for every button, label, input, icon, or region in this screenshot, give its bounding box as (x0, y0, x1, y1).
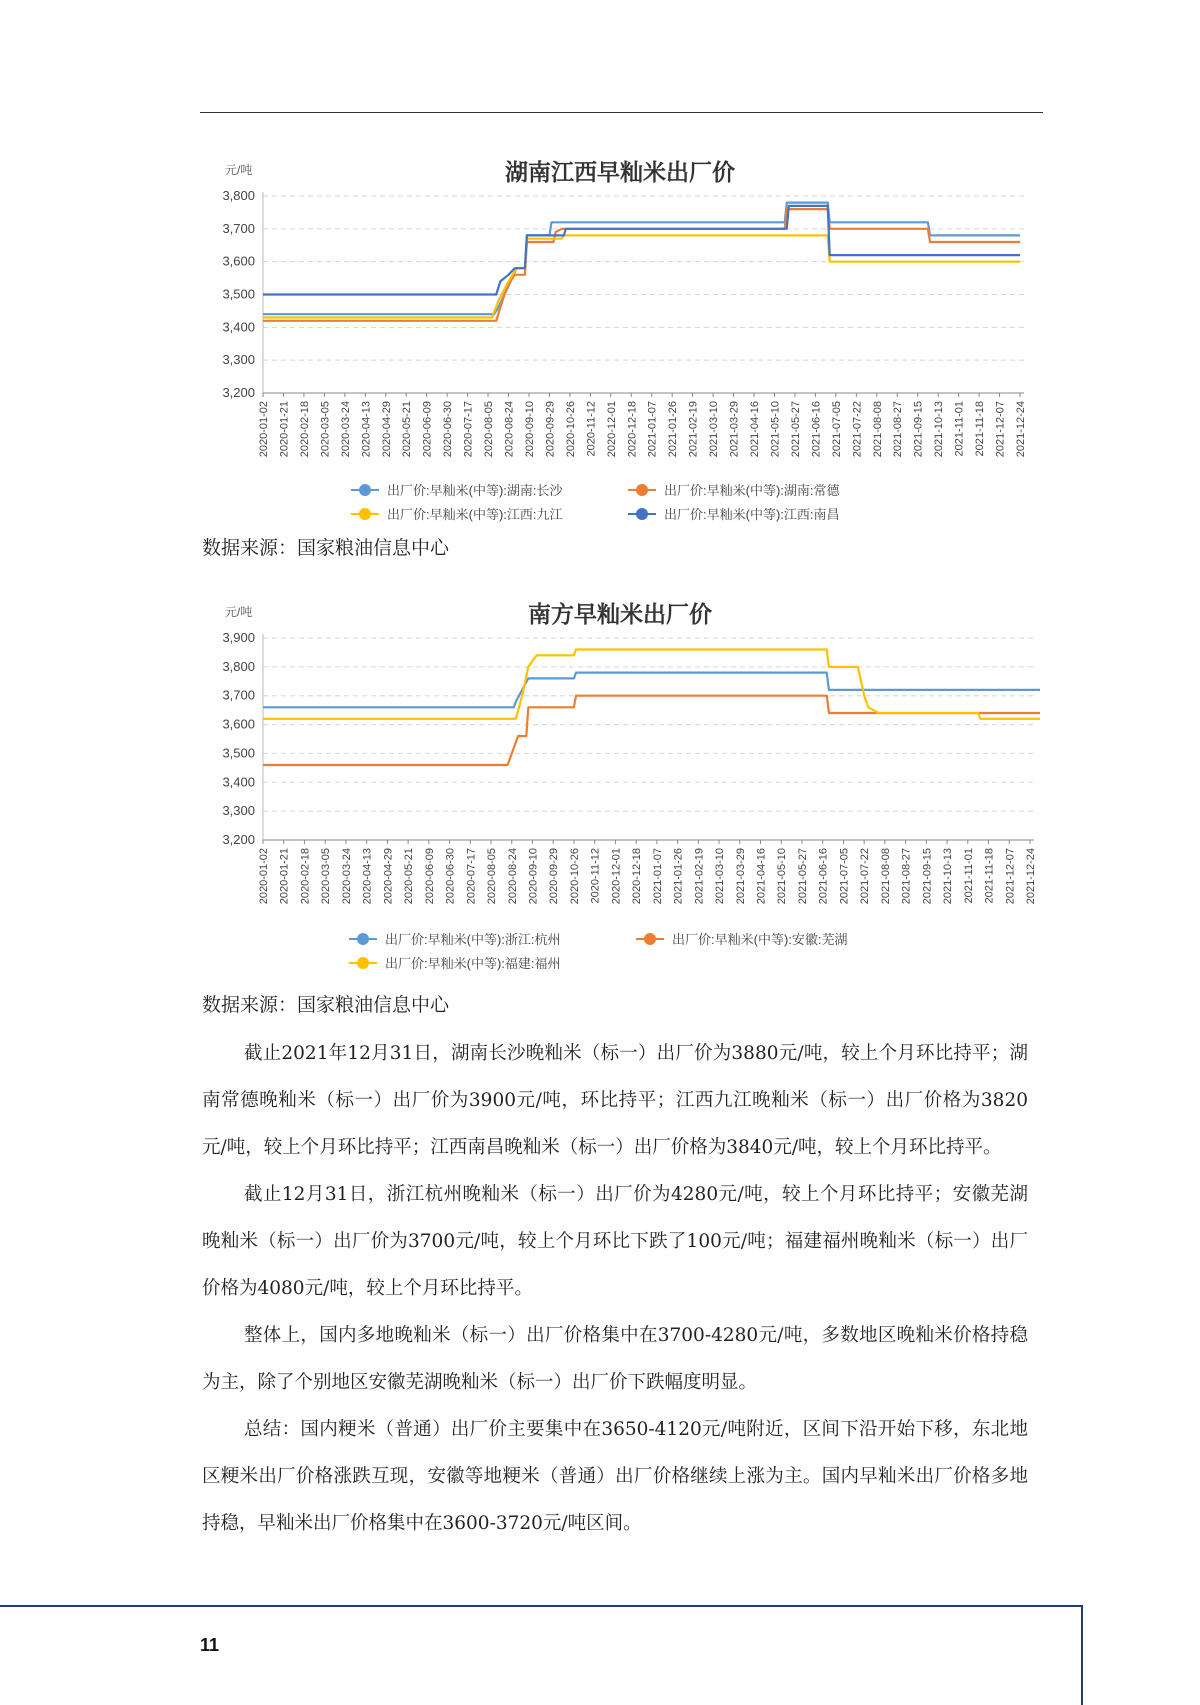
x-tick-label: 2020-03-24 (339, 401, 352, 458)
x-tick-label: 2021-05-27 (796, 848, 809, 905)
x-tick-label: 2020-09-29 (544, 401, 557, 458)
x-tick-label: 2021-11-18 (974, 401, 987, 457)
footer-frame (0, 1605, 1083, 1705)
x-tick-label: 2021-01-26 (672, 848, 685, 905)
series-line-3 (263, 235, 1020, 317)
x-tick-label: 2021-11-18 (983, 848, 996, 904)
x-tick-label: 2020-07-17 (462, 401, 475, 458)
legend-swatch-marker (359, 484, 371, 496)
x-tick-label: 2021-11-01 (953, 401, 966, 457)
paragraph: 整体上，国内多地晚籼米（标一）出厂价格集中在3700-4280元/吨，多数地区晚籼米价格持稳为主，除了个别地区安徽芜湖晚籼米（标一）出厂价下跌幅度明显。 (202, 1325, 1028, 1393)
x-tick-label: 2021-11-01 (962, 848, 975, 904)
legend-swatch-marker (357, 957, 369, 969)
y-tick-label: 3,200 (222, 832, 255, 847)
x-tick-label: 2020-06-09 (423, 848, 436, 905)
x-tick-label: 2021-12-24 (1025, 848, 1037, 905)
legend-label: 出厂价:早籼米(中等):安徽:芜湖 (672, 932, 848, 947)
x-tick-label: 2020-01-02 (258, 401, 270, 458)
x-tick-label: 2020-12-18 (631, 848, 644, 905)
x-tick-label: 2020-08-24 (503, 401, 516, 458)
x-tick-label: 2021-01-07 (646, 401, 659, 458)
y-tick-label: 3,300 (222, 803, 255, 819)
x-tick-label: 2021-01-07 (651, 848, 664, 905)
x-tick-label: 2021-04-16 (755, 848, 768, 905)
x-tick-label: 2021-03-10 (708, 401, 721, 458)
x-tick-label: 2021-06-16 (817, 848, 830, 905)
x-tick-label: 2021-08-08 (871, 401, 884, 458)
y-unit-label: 元/吨 (225, 163, 253, 177)
x-tick-label: 2021-07-05 (838, 848, 851, 905)
chart-svg (205, 590, 1040, 975)
x-tick-label: 2021-12-07 (1004, 848, 1017, 905)
x-tick-label: 2020-06-30 (442, 401, 455, 458)
legend-label: 出厂价:早籼米(中等):福建:福州 (385, 956, 561, 971)
series-line-2 (263, 696, 1040, 765)
x-tick-label: 2021-08-27 (900, 848, 913, 905)
x-tick-label: 2020-09-10 (527, 848, 540, 905)
y-tick-label: 3,400 (222, 774, 255, 790)
y-tick-label: 3,900 (222, 630, 255, 645)
x-tick-label: 2020-09-10 (523, 401, 536, 458)
y-tick-label: 3,800 (222, 188, 255, 203)
x-tick-label: 2020-01-21 (278, 848, 291, 905)
legend-label: 出厂价:早籼米(中等):湖南:长沙 (387, 483, 563, 498)
legend-label: 出厂价:早籼米(中等):浙江:杭州 (385, 932, 561, 947)
x-tick-label: 2021-12-24 (1015, 401, 1027, 458)
y-tick-label: 3,500 (222, 286, 255, 302)
x-tick-label: 2021-12-07 (994, 401, 1007, 458)
x-tick-label: 2021-10-13 (942, 848, 955, 905)
x-tick-label: 2020-11-12 (585, 401, 598, 457)
x-tick-label: 2020-01-02 (258, 848, 270, 905)
x-tick-label: 2020-08-24 (506, 848, 519, 905)
legend-swatch-marker (357, 933, 369, 945)
x-tick-label: 2020-10-26 (564, 401, 577, 458)
x-tick-label: 2021-02-19 (693, 848, 706, 905)
x-tick-label: 2020-06-30 (444, 848, 457, 905)
x-tick-label: 2020-02-18 (298, 401, 311, 458)
paragraph: 总结：国内粳米（普通）出厂价主要集中在3650-4120元/吨附近，区间下沿开始下移，东北地区粳米出厂价格涨跌互现，安徽等地粳米（普通）出厂价格继续上涨为主。国内早籼米出厂价格多地持稳，早籼米出厂价格集中在3600-3720元/吨区间。 (202, 1419, 1028, 1534)
body-text (202, 1030, 1028, 1547)
chart-svg (205, 150, 1040, 530)
x-tick-label: 2021-07-22 (859, 848, 872, 905)
y-tick-label: 3,600 (222, 253, 255, 269)
x-tick-label: 2021-05-10 (769, 401, 782, 458)
x-tick-label: 2020-03-05 (319, 401, 332, 458)
x-tick-label: 2020-12-01 (605, 401, 618, 458)
x-tick-label: 2021-04-16 (749, 401, 762, 458)
legend-label: 出厂价:早籼米(中等):湖南:常德 (664, 483, 840, 498)
x-tick-label: 2020-04-13 (360, 401, 373, 458)
x-tick-label: 2020-04-29 (380, 401, 393, 458)
chart1-source: 数据来源：国家粮油信息中心 (202, 537, 450, 559)
x-tick-label: 2020-10-26 (568, 848, 581, 905)
legend-swatch-marker (636, 484, 648, 496)
x-tick-label: 2021-08-08 (879, 848, 892, 905)
x-tick-label: 2020-07-17 (465, 848, 478, 905)
y-tick-label: 3,400 (222, 319, 255, 335)
y-tick-label: 3,700 (222, 220, 255, 236)
y-tick-label: 3,600 (222, 716, 255, 732)
series-line-1 (263, 673, 1040, 708)
x-tick-label: 2020-09-29 (548, 848, 561, 905)
header-rule (200, 112, 1043, 113)
x-tick-label: 2021-08-27 (892, 401, 905, 458)
legend-label: 出厂价:早籼米(中等):江西:九江 (387, 507, 563, 522)
y-tick-label: 3,200 (222, 385, 255, 400)
x-tick-label: 2021-07-22 (851, 401, 864, 458)
y-tick-label: 3,700 (222, 687, 255, 703)
page-number: 11 (200, 1635, 220, 1655)
y-unit-label: 元/吨 (225, 605, 253, 619)
chart-title: 南方早籼米出厂价 (528, 601, 712, 627)
legend-label: 出厂价:早籼米(中等):江西:南昌 (664, 507, 840, 522)
x-tick-label: 2021-09-15 (921, 848, 934, 905)
x-tick-label: 2020-06-09 (421, 401, 434, 458)
series-line-2 (263, 209, 1020, 321)
paragraph: 截止12月31日，浙江杭州晚籼米（标一）出厂价为4280元/吨，较上个月环比持平；安徽芜湖晚籼米（标一）出厂价为3700元/吨，较上个月环比下跌了100元/吨；福建福州晚籼米（标一）出厂价格为4080元/吨，较上个月环比持平。 (202, 1184, 1028, 1299)
x-tick-label: 2021-10-13 (933, 401, 946, 458)
series-line-3 (263, 650, 1040, 719)
x-tick-label: 2020-12-01 (610, 848, 623, 905)
series-line-4 (263, 206, 1020, 295)
y-tick-label: 3,500 (222, 745, 255, 761)
x-tick-label: 2021-05-27 (789, 401, 802, 458)
x-tick-label: 2021-07-05 (830, 401, 843, 458)
x-tick-label: 2020-02-18 (299, 848, 312, 905)
x-tick-label: 2020-05-21 (403, 848, 416, 905)
x-tick-label: 2021-06-16 (810, 401, 823, 458)
x-tick-label: 2020-03-05 (320, 848, 333, 905)
legend-swatch-marker (359, 508, 371, 520)
x-tick-label: 2020-05-21 (401, 401, 414, 458)
x-tick-label: 2020-08-05 (483, 401, 496, 458)
x-tick-label: 2021-03-10 (714, 848, 727, 905)
x-tick-label: 2020-11-12 (589, 848, 602, 904)
x-tick-label: 2021-03-29 (728, 401, 741, 458)
x-tick-label: 2021-01-26 (667, 401, 680, 458)
x-tick-label: 2020-01-21 (278, 401, 291, 458)
y-tick-label: 3,800 (222, 658, 255, 674)
legend-swatch-marker (644, 933, 656, 945)
x-tick-label: 2020-04-13 (361, 848, 374, 905)
legend-swatch-marker (636, 508, 648, 520)
chart2-source: 数据来源：国家粮油信息中心 (202, 994, 450, 1016)
x-tick-label: 2021-05-10 (776, 848, 789, 905)
series-line-1 (263, 203, 1020, 315)
x-tick-label: 2021-09-15 (912, 401, 925, 458)
x-tick-label: 2020-12-18 (626, 401, 639, 458)
chart-hunan-jiangxi-early-indica (205, 150, 1040, 530)
paragraph: 截止2021年12月31日，湖南长沙晚籼米（标一）出厂价为3880元/吨，较上个月环比持平；湖南常德晚籼米（标一）出厂价为3900元/吨，环比持平；江西九江晚籼米（标一）出厂价格为3820元/吨，较上个月环比持平；江西南昌晚籼米（标一）出厂价格为3840元/吨，较上个月环比持平。 (202, 1043, 1028, 1158)
x-tick-label: 2020-04-29 (382, 848, 395, 905)
y-tick-label: 3,300 (222, 352, 255, 368)
x-tick-label: 2021-02-19 (687, 401, 700, 458)
chart-southern-early-indica (205, 590, 1040, 975)
x-tick-label: 2021-03-29 (734, 848, 747, 905)
x-tick-label: 2020-08-05 (486, 848, 499, 905)
chart-title: 湖南江西早籼米出厂价 (505, 159, 735, 185)
x-tick-label: 2020-03-24 (340, 848, 353, 905)
